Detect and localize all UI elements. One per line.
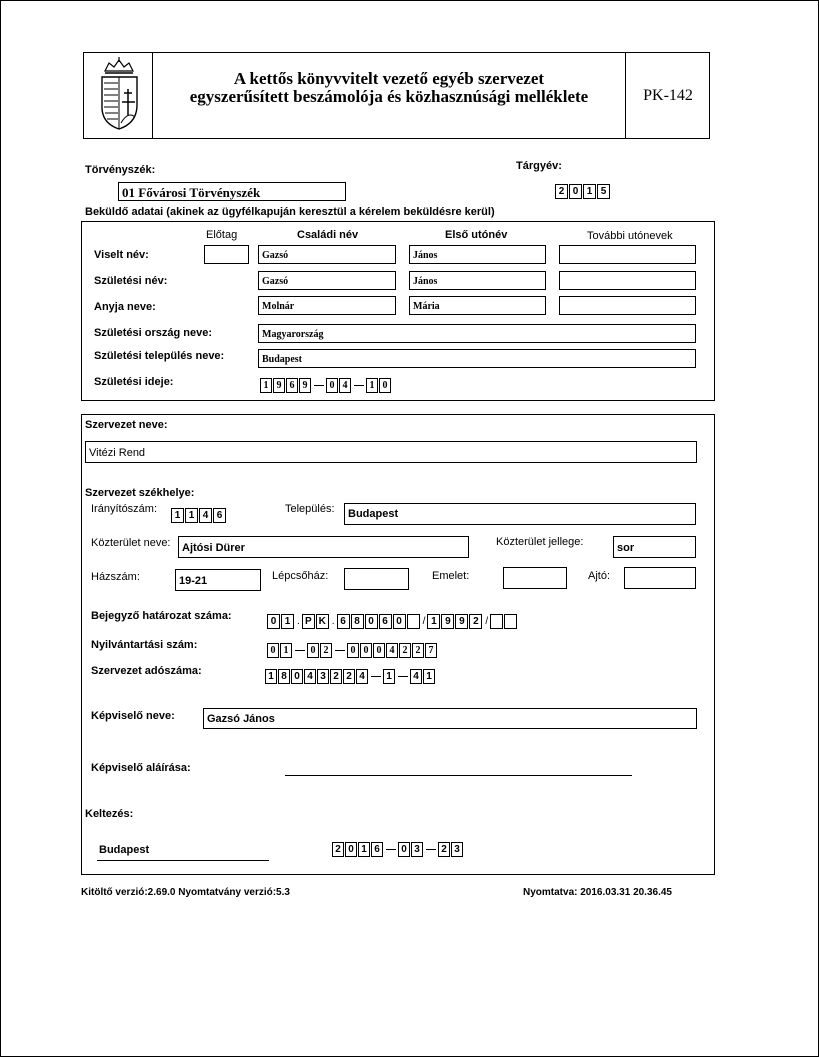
digit-box: 6 [213,508,226,523]
digit-box: 3 [451,842,463,857]
digit-box: 7 [425,643,437,658]
digit-box: 4 [410,669,422,684]
mother-other-field[interactable] [559,296,696,315]
current-name-label: Viselt név: [94,249,149,261]
street-field[interactable]: Ajtósi Dürer [178,536,469,558]
digit-box: 0 [360,643,372,658]
dash [295,650,305,651]
street-type-label: Közterület jellege: [496,536,584,548]
birth-date-label: Születési ideje: [94,376,174,388]
digit-box: 4 [304,669,316,684]
digit-box: 0 [365,614,378,629]
org-seat-label: Szervezet székhelye: [85,487,195,499]
form-title [153,70,625,106]
dash [335,650,345,651]
col-prefix-header: Előtag [206,229,238,241]
digit-box: 0 [291,669,303,684]
digit-box: 2 [320,643,332,658]
digit-box: 3 [317,669,329,684]
record-number-label: Nyilvántartási szám: [91,639,198,651]
separator-slash: / [422,616,426,627]
digit-box: 9 [441,614,454,629]
dash [371,676,381,677]
digit-box: 9 [273,378,285,393]
court-field[interactable]: 01 Fővárosi Törvényszék [118,182,346,201]
birth-family-field[interactable]: Gazsó [258,271,396,290]
dash [426,849,436,850]
digit-box: 9 [299,378,311,393]
digit-box: K [316,614,329,629]
zip-field[interactable] [171,507,227,524]
footer-version: Kitöltő verzió:2.69.0 Nyomtatvány verzió:5.3 [81,887,290,898]
digit-box: 0 [307,643,319,658]
birth-other-field[interactable] [559,271,696,290]
digit-box: 0 [393,614,406,629]
digit-box: 5 [597,184,610,199]
dash [398,676,408,677]
digit-box: 0 [347,643,359,658]
city-label: Település: [285,503,335,515]
door-label: Ajtó: [588,570,611,582]
digit-box: 1 [280,643,292,658]
digit-box: 6 [337,614,350,629]
digit-box: 1 [358,842,370,857]
zip-label: Irányítószám: [91,503,158,515]
digit-box: 6 [286,378,298,393]
birth-date-field[interactable] [260,377,392,394]
digit-box: 2 [330,669,342,684]
birth-city-label: Születési település neve: [94,350,225,362]
digit-box: 2 [399,643,411,658]
mother-family-field[interactable]: Molnár [258,296,396,315]
form-code: PK-142 [643,87,693,104]
digit-box: 0 [373,643,385,658]
year-field[interactable] [555,183,611,200]
digit-box: 1 [171,508,184,523]
digit-box: 1 [366,378,378,393]
current-other-field[interactable] [559,245,696,264]
digit-box: 2 [438,842,450,857]
separator-dot: . [297,616,300,627]
floor-field[interactable] [503,567,567,589]
street-type-field[interactable]: sor [613,536,696,558]
staircase-field[interactable] [344,568,409,590]
digit-box: 2 [343,669,355,684]
col-family-header: Családi név [297,229,359,241]
digit-box: 0 [267,643,279,658]
birth-name-label: Születési név: [94,275,168,287]
separator-dot: . [331,616,335,627]
birth-country-label: Születési ország neve: [94,327,212,339]
dash [386,849,396,850]
dated-date-field[interactable] [332,841,464,858]
footer-printed: Nyomtatva: 2016.03.31 20.36.45 [523,887,672,898]
signature-label: Képviselő aláírása: [91,762,191,774]
court-label: Törvényszék: [85,164,156,176]
col-other-header: További utónevek [587,230,673,242]
digit-box: 1 [583,184,596,199]
registration-decision-field[interactable] [267,613,518,630]
current-family-field[interactable]: Gazsó [258,245,396,264]
digit-box: 2 [332,842,344,857]
digit-box: 4 [199,508,212,523]
sender-heading: Beküldő adatai (akinek az ügyfélkapuján keresztül a kérelem beküldésre kerül) [85,206,495,218]
dated-label: Keltezés: [85,808,134,820]
digit-box: 2 [555,184,568,199]
digit-box: 0 [569,184,582,199]
org-name-label: Szervezet neve: [85,419,168,431]
record-number-field[interactable] [267,642,438,659]
representative-label: Képviselő neve: [91,710,175,722]
birth-country-field[interactable]: Magyarország [258,324,696,343]
digit-box: 6 [379,614,392,629]
digit-box: 0 [326,378,338,393]
door-field[interactable] [624,567,696,589]
digit-box: 0 [398,842,410,857]
hungarian-coat-of-arms-icon [97,57,142,131]
digit-box [490,614,503,629]
digit-box: 3 [411,842,423,857]
form-title-line1: A kettős könyvvitelt vezető egyéb szervezet [233,69,545,88]
dated-city-line [97,860,269,861]
digit-box: 1 [185,508,198,523]
digit-box: 1 [423,669,435,684]
tax-number-label: Szervezet adószáma: [91,665,202,677]
digit-box: 0 [345,842,357,857]
street-label: Közterület neve: [91,537,171,549]
digit-box: 1 [260,378,272,393]
birth-first-field[interactable]: János [409,271,546,290]
col-first-header: Első utónév [445,229,508,241]
digit-box: P [302,614,315,629]
house-number-label: Házszám: [91,571,140,583]
digit-box: 4 [339,378,351,393]
mother-name-label: Anyja neve: [94,301,156,313]
year-label: Tárgyév: [516,160,562,172]
separator-slash: / [485,616,489,627]
form-title-line2: egyszerűsített beszámolója és közhasznúsági melléklete [189,87,589,106]
digit-box: 8 [351,614,364,629]
mother-first-field[interactable]: Mária [409,296,546,315]
digit-box: 8 [278,669,290,684]
signature-line[interactable] [285,775,632,776]
date-dash [354,385,364,386]
digit-box: 2 [412,643,424,658]
staircase-label: Lépcsőház: [272,570,329,582]
org-name-field[interactable]: Vitézi Rend [85,441,697,463]
digit-box: 2 [469,614,482,629]
tax-number-field[interactable] [265,668,436,685]
digit-box [407,614,420,629]
city-field[interactable]: Budapest [344,503,696,525]
registration-decision-label: Bejegyző határozat száma: [91,610,232,622]
digit-box: 1 [265,669,277,684]
floor-label: Emelet: [432,570,470,582]
house-number-field[interactable]: 19-21 [175,569,261,591]
digit-box: 1 [427,614,440,629]
birth-city-field[interactable]: Budapest [258,349,696,368]
date-dash [314,385,324,386]
digit-box [504,614,517,629]
digit-box: 0 [379,378,391,393]
dated-city[interactable]: Budapest [99,844,150,856]
digit-box: 4 [356,669,368,684]
digit-box: 6 [371,842,383,857]
digit-box: 4 [386,643,398,658]
digit-box: 9 [455,614,468,629]
representative-field[interactable]: Gazsó János [203,708,697,729]
current-first-field[interactable]: János [409,245,546,264]
digit-box: 1 [383,669,395,684]
current-prefix-field[interactable] [204,245,249,264]
digit-box: 1 [281,614,294,629]
digit-box: 0 [267,614,280,629]
